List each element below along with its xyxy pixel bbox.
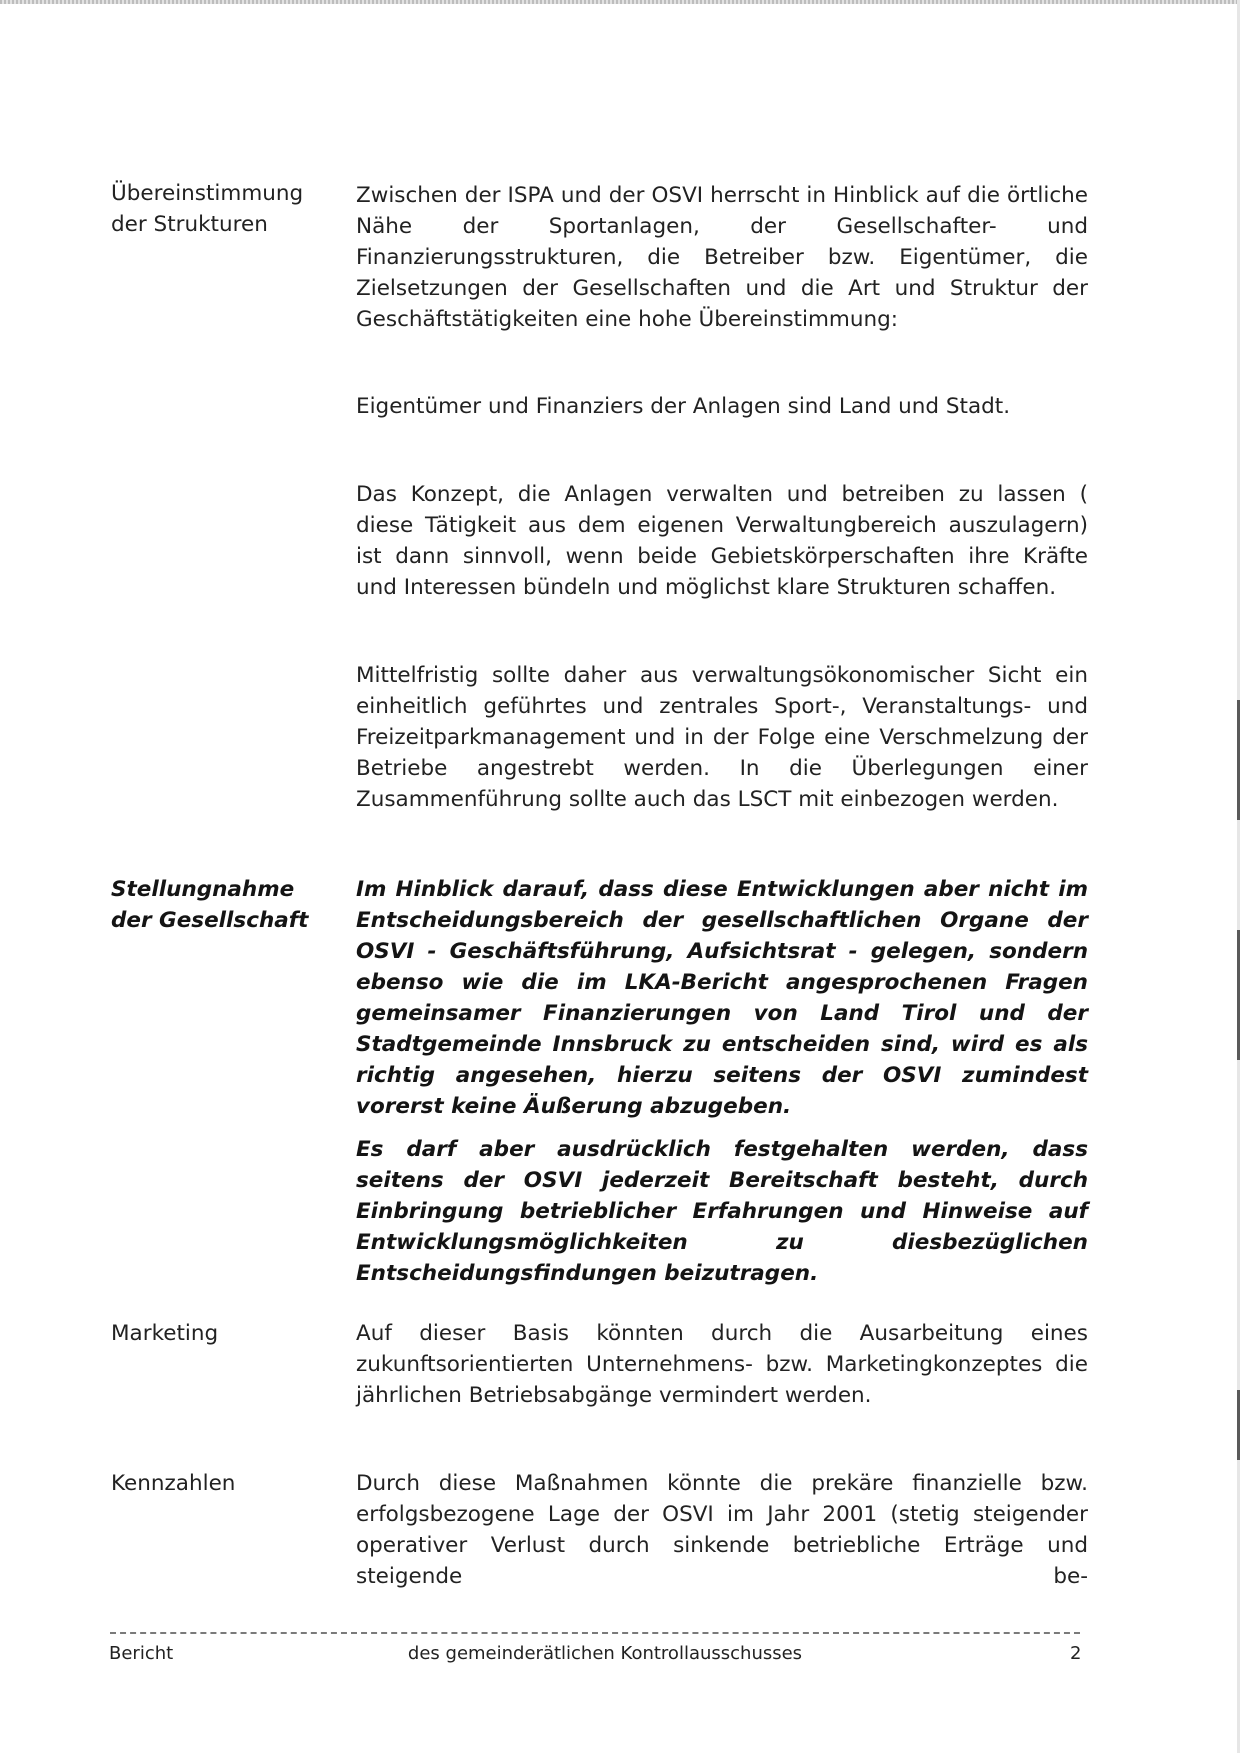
paragraph: Das Konzept, die Anlagen verwalten und betreiben zu lassen ( diese Tätigkeit aus dem eigenen Verwaltungbereich auszulagern) ist dann sinnvoll, wenn beide Gebietskörperschaften ihre Kräfte und Interessen bündeln und möglichst klare Strukturen schaffen.	[356, 482, 1088, 600]
footer-left: Bericht	[109, 1643, 174, 1664]
section-body	[356, 479, 1088, 603]
paragraph: Eigentümer und Finanziers der Anlagen sind Land und Stadt.	[356, 394, 1011, 419]
page-number: 2	[1070, 1643, 1082, 1664]
footer-rule	[110, 1632, 1080, 1634]
section-label: Übereinstimmung der Strukturen	[111, 181, 304, 237]
section-label: Marketing	[111, 1321, 219, 1346]
paragraph: Zwischen der ISPA und der OSVI herrscht in Hinblick auf die örtliche Nähe der Sportanlagen, der Gesellschafter- und Finanzierungsstrukturen, die Betreiber bzw. Eigentümer, die Zielsetzungen der Gesellschaften und die Art und Struktur der Geschäftstätigkeiten eine hohe Übereinstimmung:	[356, 183, 1088, 332]
paragraph: Mittelfristig sollte daher aus verwaltungsökonomischer Sicht ein einheitlich geführtes und zentrales Sport-, Veranstaltungs- und Freizeitparkmanagement und in der Folge eine Verschmelzung der Betriebe angestrebt werden. In die Überlegungen einer Zusammenführung sollte auch das LSCT mit einbezogen werden.	[356, 663, 1088, 812]
section-label: Stellungnahme der Gesellschaft	[111, 877, 309, 933]
footer-center: des gemeinderätlichen Kontrollausschusses	[407, 1643, 803, 1664]
section-body	[356, 660, 1088, 815]
section-body	[356, 1468, 1088, 1592]
paragraph: Auf dieser Basis könnten durch die Ausarbeitung eines zukunftsorientierten Unternehmens- bzw. Marketingkonzeptes die jährlichen Betriebsabgänge vermindert werden.	[356, 1321, 1088, 1408]
paragraph: Durch diese Maßnahmen könnte die prekäre finanzielle bzw. erfolgsbezogene Lage der OSVI im Jahr 2001 (stetig steigender operativer Verlust durch sinkende betriebliche Erträge und steigende be-	[356, 1471, 1088, 1589]
paragraph: Im Hinblick darauf, dass diese Entwicklungen aber nicht im Entscheidungsbereich der gesellschaftlichen Organe der OSVI - Geschäftsführung, Aufsichtsrat - gelegen, sondern ebenso wie die im LKA-Bericht angesprochenen Fragen gemeinsamer Finanzierungen von Land Tirol und der Stadtgemeinde Innsbruck zu entscheiden sind, wird es als richtig angesehen, hierzu seitens der OSVI zumindest vorerst keine Äußerung abzugeben.	[356, 877, 1088, 1119]
section-body	[356, 180, 1088, 335]
section-label: Kennzahlen	[111, 1471, 236, 1496]
scan-edge-top	[0, 0, 1240, 4]
section-body	[356, 1318, 1088, 1411]
section-body	[356, 874, 1088, 1289]
section-body	[356, 391, 1088, 422]
paragraph: Es darf aber ausdrücklich festgehalten werden, dass seitens der OSVI jederzeit Bereitschaft besteht, durch Einbringung betrieblicher Erfahrungen und Hinweise auf Entwicklungsmöglichkeiten zu diesbezüglichen Entscheidungsfindungen beizutragen.	[356, 1137, 1088, 1286]
